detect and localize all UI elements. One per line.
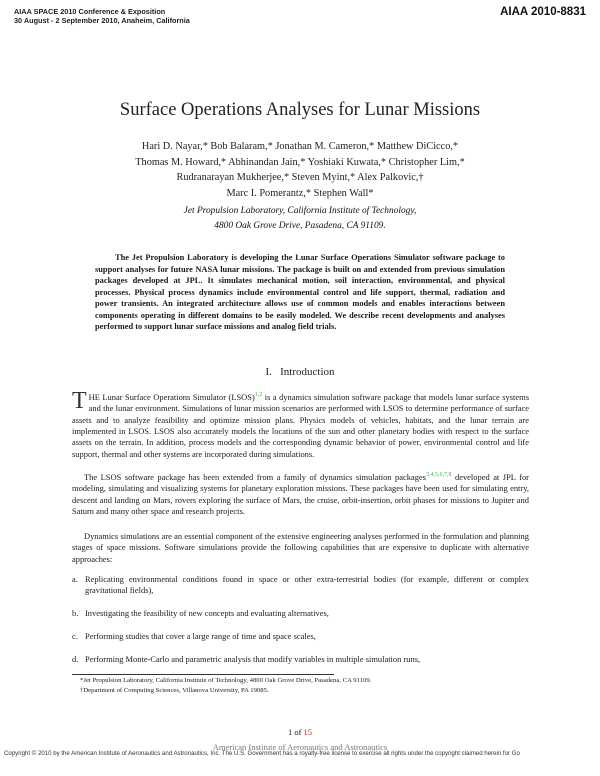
author-line: Thomas M. Howard,* Abhinandan Jain,* Yoshiaki Kuwata,* Christopher Lim,* [135, 156, 465, 168]
page-number [0, 727, 600, 737]
intro-paragraph-2: The LSOS software package has been extended from a family of dynamics simulation packages$^{3,4,5,6,7,8}$ developed at JPL for modeling, simulating and visualizing systems for planetary exploration missions. These packages have been used for simulating entry, descent and landing on Mars, rovers exploring the surface of Mars, the cruise, orbit-insertion, orbit phases for missions to Jupiter and Saturn and many other space and research projects. [72, 471, 529, 517]
list-item-text: Performing Monte-Carlo and parametric analysis that modify variables in multiple simulation runs, [85, 654, 421, 665]
section-heading [0, 366, 600, 378]
list-item [72, 608, 529, 619]
list-item-label: b. [72, 608, 79, 619]
author-list [80, 139, 520, 201]
section-number: I. [265, 366, 272, 378]
list-item-text: Replicating environmental conditions found in space or other extra-terrestrial bodies (for example, different or complex gravitational fields), [85, 574, 529, 596]
footnotes [72, 676, 529, 695]
capabilities-list [72, 574, 529, 677]
copyright-notice: Copyright © 2010 by the American Institute of Aeronautics and Astronautics, Inc. The U.S. Government has a royalty-free license to exercise all rights under the copyright claimed herein for Go [4, 750, 520, 757]
conference-header [14, 7, 190, 25]
paper-id: AIAA 2010-8831 [500, 6, 586, 18]
list-item-label: d. [72, 654, 79, 665]
footnote: *Jet Propulsion Laboratory, California Institute of Technology, 4800 Oak Grove Drive, Pasadena, CA 91109. [80, 677, 372, 684]
affiliation [80, 204, 520, 234]
list-item-label: c. [72, 631, 78, 642]
conference-name: AIAA SPACE 2010 Conference & Exposition [14, 7, 166, 16]
intro-paragraph-1: THE Lunar Surface Operations Simulator (LSOS)$^{1,2}$ is a dynamics simulation software package that models lunar surface systems and the lunar environment. Simulations of lunar mission scenarios are performed with LSOS to determine performance of surface assets and to analyze feasibility and optimize mission plans. Physics models of vehicles, habitats, and the lunar terrain are implemented in LSOS. LSOS also accurately models the locations of the sun and other planetary bodies with respect to the surface assets on the terrain. In addition, process models and the corresponding dynamic behavior of power, environmental control and life support, thermal and other systems are incorporated during simulations. [72, 388, 529, 459]
intro-paragraph-3: Dynamics simulations are an essential component of the extensive engineering analyses performed in the formulation and planning stages of space missions. Software simulations provide the following capabilities that are expensive to duplicate with alternative approaches: [72, 531, 529, 564]
affiliation-org: Jet Propulsion Laboratory, California Institute of Technology, [183, 206, 417, 216]
watermark: American Institute of Aeronautics and Astronautics [212, 742, 388, 752]
page-total-link[interactable]: 15 [303, 727, 313, 737]
list-item-label: a. [72, 574, 78, 584]
list-item [72, 631, 529, 642]
paper-title: Surface Operations Analyses for Lunar Missions [119, 100, 481, 120]
page-of: of [294, 727, 302, 737]
author-line: Rudranarayan Mukherjee,* Steven Myint,* Alex Palkovic,† [176, 172, 424, 183]
citation-link[interactable]: 3,4,5,6,7,8 [425, 472, 452, 478]
list-item [72, 574, 529, 597]
conference-dates: 30 August - 2 September 2010, Anaheim, California [14, 16, 190, 25]
author-line: Hari D. Nayar,* Bob Balaram,* Jonathan M. Cameron,* Matthew DiCicco,* [141, 141, 459, 152]
section-title: Introduction [280, 366, 335, 378]
footnote: †Department of Computing Sciences, Villanova University, PA 19085. [80, 686, 269, 694]
affiliation-address: 4800 Oak Grove Drive, Pasadena, CA 91109. [214, 221, 386, 231]
footnote-divider [72, 674, 334, 675]
abstract: The Jet Propulsion Laboratory is developing the Lunar Surface Operations Simulator software package to support analyses for future NASA lunar missions. The package is built on and extended from previous simulation packages developed at JPL. It simulates mechanical motion, soil interaction, environmental, and physical processes. Physical process dynamics include environmental control and life support, thermal, radiation and power transients. An integrated architecture allows use of common models and enables interactions between components operating in different domains to be easily modeled. We describe recent developments and analyses performed to support lunar surface missions and analog field trials. [95, 253, 505, 331]
page-current: 1 [287, 727, 293, 737]
author-line: Marc I. Pomerantz,* Stephen Wall* [226, 187, 374, 199]
citation-link[interactable]: 1,2 [254, 392, 263, 398]
drop-cap: T [72, 388, 87, 414]
list-item-text: Performing studies that cover a large range of time and space scales, [85, 631, 316, 642]
list-item-text: Investigating the feasibility of new concepts and evaluating alternatives, [85, 608, 329, 619]
list-item [72, 654, 529, 665]
